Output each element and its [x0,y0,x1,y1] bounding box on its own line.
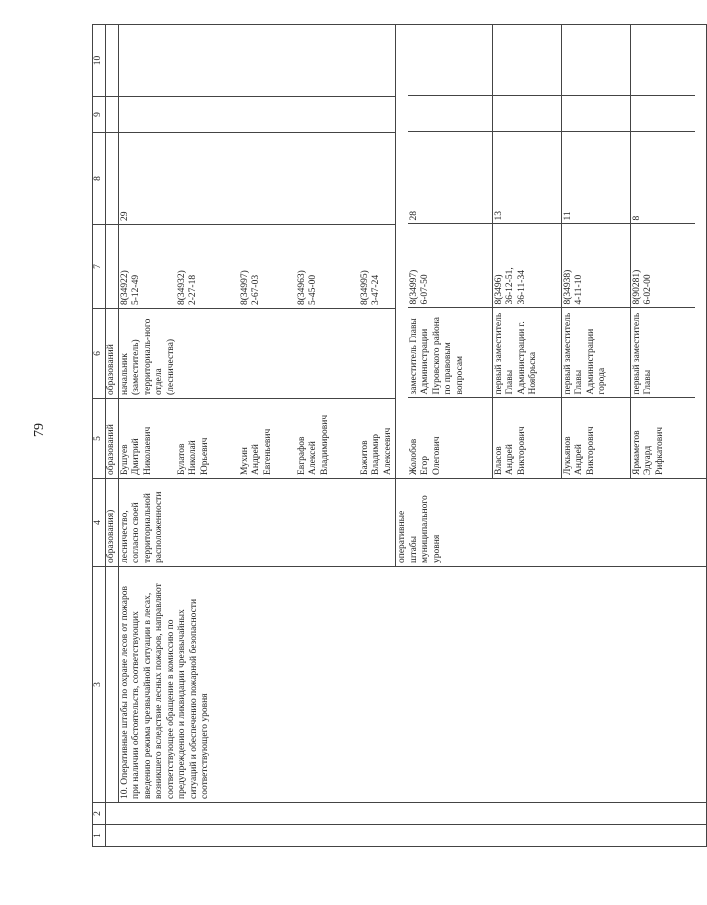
phone: 8(34997) 2-67-03 [239,270,261,305]
person-name: Ярмаметов Эдуард Рифкатович [630,398,695,478]
col3-cell [106,567,119,803]
phone: 8(34997) 6-07-50 [408,224,493,308]
person-name: Бушуев Дмитрий Николаевич [119,426,153,475]
col2-cell [106,803,707,825]
col9-cell [106,97,119,133]
phone: 8(3496) 36-12-51, 36-11-34 [492,224,561,308]
col10-cell [408,24,493,96]
position: первый заместитель Главы Администрации г. Ноябрьска [492,308,561,398]
rotated-table-container [92,25,665,847]
forestry-count: 29 [118,133,396,225]
header-cell: 9 [93,97,106,133]
position-continuation: образований [106,309,119,399]
phone: 8(34995) 3-47-24 [359,270,381,305]
col9-cell [492,96,561,132]
count-cell [106,133,119,225]
person-name: Булатов Николай Юрьевич [176,437,210,475]
phone: 8(34938) 4-11-10 [561,224,630,308]
col9-cell [561,96,630,132]
col10-cell [561,24,630,96]
position: первый заместитель Главы [630,308,695,398]
header-cell: 7 [93,225,106,309]
table-row [492,24,561,478]
table-row [561,24,630,478]
org-continuation: образования) [106,479,119,567]
person-name: Мухин Андрей Евгеньевич [239,428,273,475]
forest-fire-staff-table [92,24,707,847]
phone: 8(34932) 2-27-18 [176,270,198,305]
forestry-phones [118,225,396,309]
position: заместитель Главы Администрации Пуровского района по правовым вопросам [408,308,493,398]
forestry-row [118,25,396,847]
forestry-org: лесничество, согласно своей территориальной расположенности [118,479,396,567]
col10-cell [118,25,396,97]
count: 11 [561,132,630,224]
table-row [408,24,493,478]
col9-cell [118,97,396,133]
municipal-subtable [408,24,695,478]
header-cell: 3 [93,567,106,803]
continuation-row [106,25,119,847]
person-name: Бажитов Владимир Алексеевич [359,427,393,475]
municipal-subtable-cell [396,25,707,479]
header-cell: 4 [93,479,106,567]
position: первый заместитель Главы Администрации города [561,308,630,398]
header-cell: 1 [93,825,106,847]
header-cell: 5 [93,399,106,479]
col9-cell [408,96,493,132]
phone: 8(90281) 6-02-00 [630,224,695,308]
col10-cell [492,24,561,96]
phone: 8(34922) 5-12-49 [119,270,141,305]
col10-cell [106,25,119,97]
count: 8 [630,132,695,224]
page-number: 79 [32,423,47,437]
forestry-names [118,399,396,479]
name-continuation: образований [106,399,119,479]
col10-cell [630,24,695,96]
table-row [630,24,695,478]
count: 13 [492,132,561,224]
person-name: Жолобов Егор Олегович [408,398,493,478]
person-name: Лукьянов Андрей Викторович [561,398,630,478]
count: 28 [408,132,493,224]
phone-cell [106,225,119,309]
col9-cell [630,96,695,132]
header-cell: 8 [93,133,106,225]
person-name: Евграфов Алексей Владимирович [296,414,330,475]
header-row [93,25,106,847]
person-name: Власов Андрей Викторович [492,398,561,478]
phone: 8(34963) 5-45-00 [296,270,318,305]
header-cell: 10 [93,25,106,97]
forestry-position: начальник (заместитель) территориаль-ного отдела (лесничества) [118,309,396,399]
header-cell: 2 [93,803,106,825]
header-cell: 6 [93,309,106,399]
col1-cell [106,825,707,847]
section-item-text: 10. Оперативные штабы по охране лесов от пожаров при наличии обстоятельств, соответствующих введению режима чрезвычайной ситуации в лесах, возникшего вследствие лесных пожаров, направляют соответствующее обращение в комиссию по предупреждению и ликвидации чрезвычайных ситуаций и обеспечению пожарной безопасности соответствующего уровня [118,567,707,803]
municipal-org: оперативные штабы муниципального уровня [396,479,707,567]
